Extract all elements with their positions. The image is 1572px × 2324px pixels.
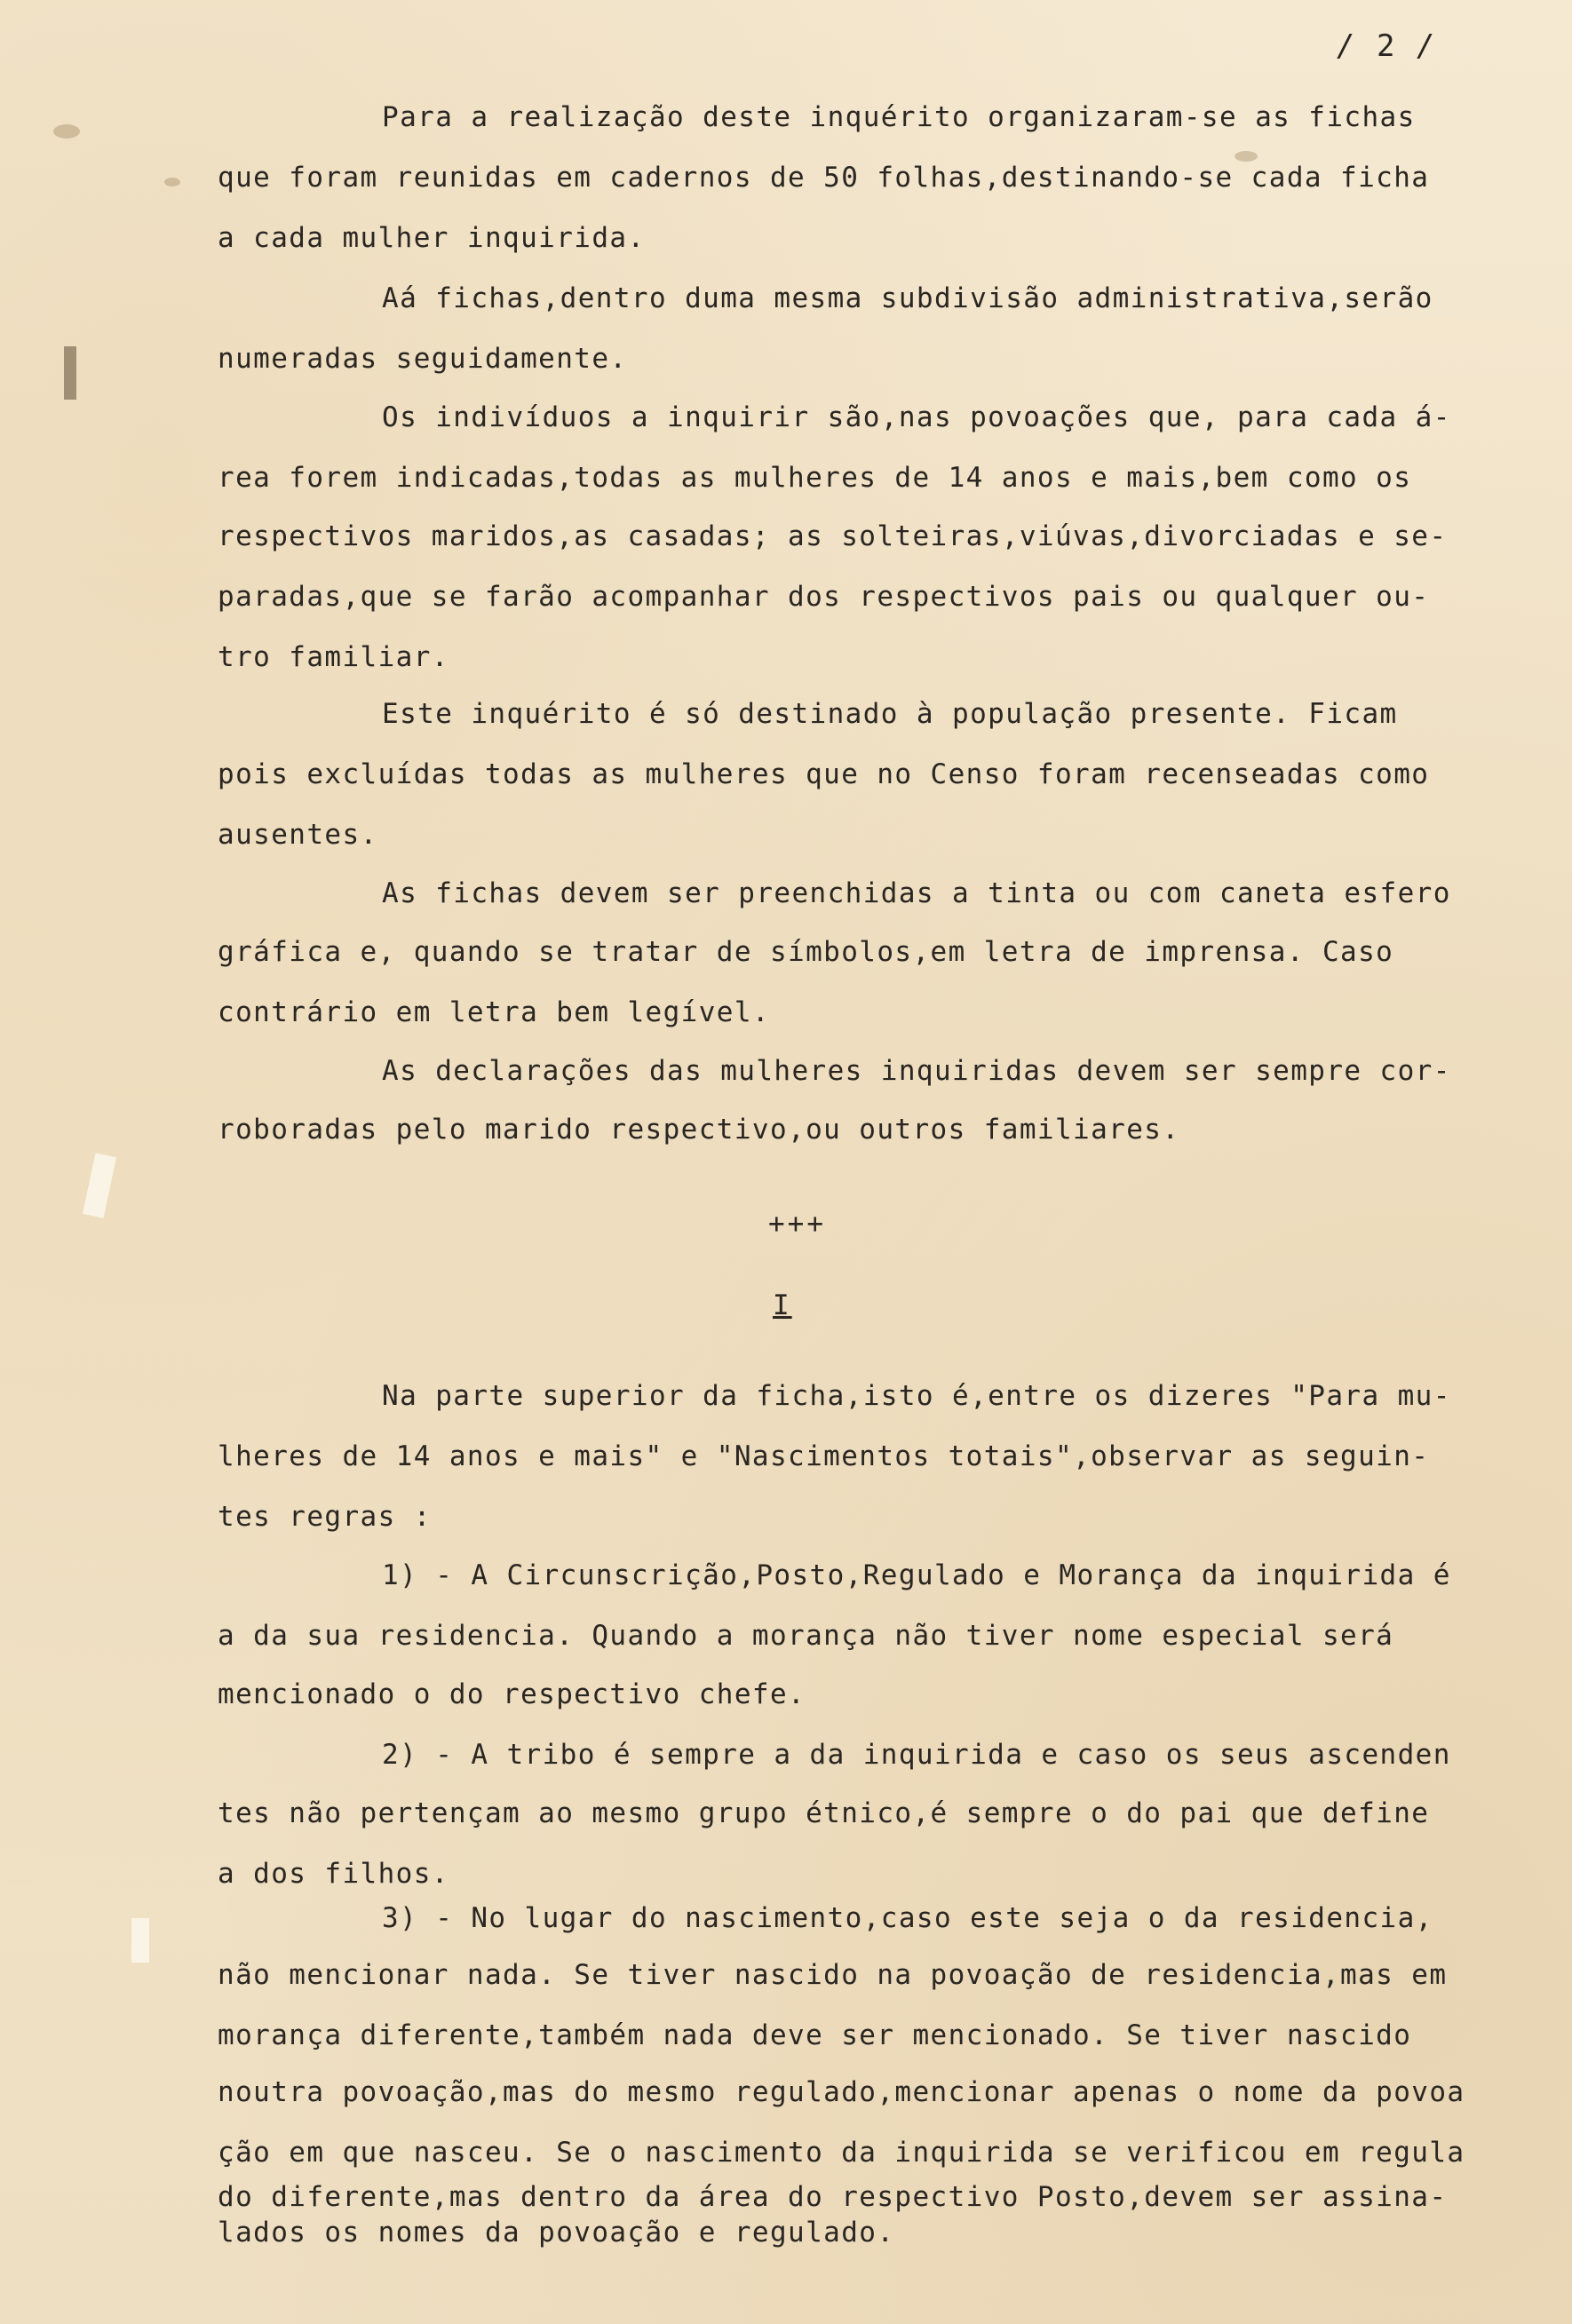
text-line: Na parte superior da ficha,isto é,entre os dizeres "Para mu- [382,1380,1451,1412]
text-line: ausentes. [218,819,378,851]
text-line: ção em que nasceu. Se o nascimento da inquirida se verificou em regula [218,2137,1465,2169]
text-line: paradas,que se farão acompanhar dos respectivos pais ou qualquer ou- [218,581,1430,613]
text-line: que foram reunidas em cadernos de 50 folhas,destinando-se cada ficha [218,162,1430,194]
text-line: do diferente,mas dentro da área do respectivo Posto,devem ser assina- [218,2181,1448,2213]
text-line: mencionado o do respectivo chefe. [218,1678,806,1710]
text-line: tes regras : [218,1501,432,1533]
section-heading: I [773,1289,792,1321]
text-line: a cada mulher inquirida. [218,222,646,254]
text-line: roboradas pelo marido respectivo,ou outros familiares. [218,1114,1180,1146]
text-line: rea forem indicadas,todas as mulheres de 14 anos e mais,bem como os [218,462,1412,494]
text-line: 3) - No lugar do nascimento,caso este seja o da residencia, [382,1902,1433,1934]
text-line: Para a realização deste inquérito organizaram-se as fichas [382,101,1416,133]
page-number: / 2 / [1337,28,1437,64]
text-line: pois excluídas todas as mulheres que no Censo foram recenseadas como [218,758,1430,790]
text-line: tro familiar. [218,641,449,673]
text-line: a da sua residencia. Quando a morança não tiver nome especial será [218,1620,1394,1652]
paper-tear [83,1153,116,1218]
text-line: Aá fichas,dentro duma mesma subdivisão administrativa,serão [382,282,1433,314]
text-line: a dos filhos. [218,1858,449,1890]
stain [164,178,180,186]
text-line: Este inquérito é só destinado à população presente. Ficam [382,698,1398,730]
text-line: As fichas devem ser preenchidas a tinta ou com caneta esfero [382,877,1451,909]
text-line: 1) - A Circunscrição,Posto,Regulado e Morança da inquirida é [382,1559,1451,1591]
text-line: lados os nomes da povoação e regulado. [218,2217,895,2249]
text-line: contrário em letra bem legível. [218,996,770,1028]
text-line: noutra povoação,mas do mesmo regulado,mencionar apenas o nome da povoa [218,2076,1465,2108]
page-number-value: 2 [1376,28,1397,64]
text-line: tes não pertençam ao mesmo grupo étnico,é sempre o do pai que define [218,1797,1430,1829]
text-line: lheres de 14 anos e mais" e "Nascimentos totais",observar as seguin- [218,1440,1430,1472]
paper-tear [131,1918,149,1963]
paper-tear [64,346,76,400]
separator-marks: +++ [768,1208,826,1240]
text-line: 2) - A tribo é sempre a da inquirida e caso os seus ascenden [382,1739,1451,1771]
text-line: gráfica e, quando se tratar de símbolos,em letra de imprensa. Caso [218,936,1394,968]
text-line: numeradas seguidamente. [218,343,628,375]
text-line: respectivos maridos,as casadas; as solteiras,viúvas,divorciadas e se- [218,520,1448,552]
text-line: Os indivíduos a inquirir são,nas povoações que, para cada á- [382,401,1451,433]
stain [53,124,80,139]
text-line: não mencionar nada. Se tiver nascido na povoação de residencia,mas em [218,1959,1448,1991]
text-line: morança diferente,também nada deve ser mencionado. Se tiver nascido [218,2019,1412,2051]
text-line: As declarações das mulheres inquiridas devem ser sempre cor- [382,1055,1451,1087]
